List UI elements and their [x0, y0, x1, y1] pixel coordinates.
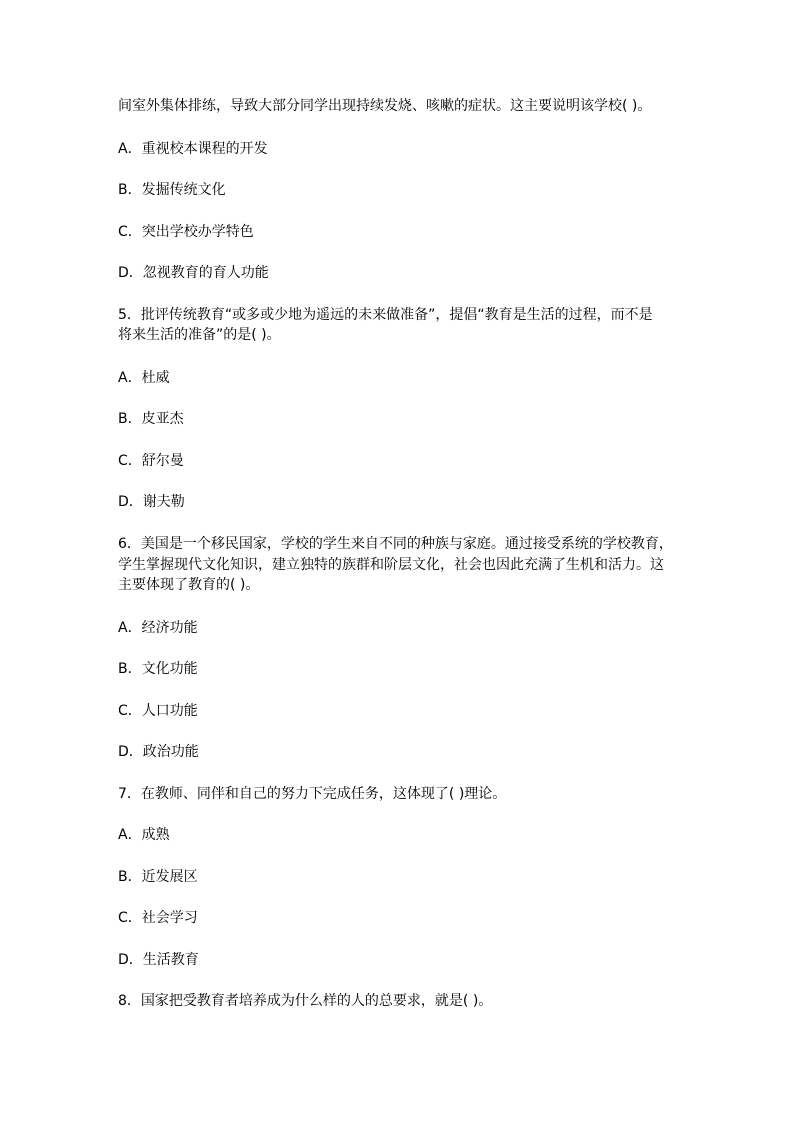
question-5-stem-line-1: 5．批评传统教育“或多或少地为遥远的未来做准备”，提倡“教育是生活的过程，而不是: [118, 307, 653, 323]
question-5-stem-line-2: 将来生活的准备”的是( )。: [118, 327, 281, 343]
question-7-option-d: D．生活教育: [118, 952, 199, 968]
question-6-stem-line-2: 学生掌握现代文化知识，建立独特的族群和阶层文化，社会也因此充满了生机和活力。这: [118, 557, 664, 573]
question-4-option-c: C．突出学校办学特色: [118, 224, 254, 240]
question-7-option-a: A．成熟: [118, 827, 170, 843]
question-6-stem-line-1: 6．美国是一个移民国家，学校的学生来自不同的种族与家庭。通过接受系统的学校教育，: [118, 536, 673, 552]
question-5-option-b: B．皮亚杰: [118, 411, 184, 427]
question-8-stem: 8．国家把受教育者培养成为什么样的人的总要求，就是( )。: [118, 993, 493, 1009]
question-5-option-d: D．谢夫勒: [118, 494, 185, 510]
question-4-stem-continued: 间室外集体排练，导致大部分同学出现持续发烧、咳嗽的症状。这主要说明该学校( )。: [118, 98, 652, 114]
question-7-stem: 7．在教师、同伴和自己的努力下完成任务，这体现了( )理论。: [118, 786, 507, 802]
question-4-option-b: B．发掘传统文化: [118, 182, 226, 198]
question-6-option-d: D．政治功能: [118, 744, 199, 760]
question-6-option-c: C．人口功能: [118, 703, 198, 719]
question-4-option-a: A．重视校本课程的开发: [118, 141, 268, 157]
question-5-option-c: C．舒尔曼: [118, 453, 184, 469]
question-6-stem-line-3: 主要体现了教育的( )。: [118, 577, 260, 593]
question-4-option-d: D．忽视教育的育人功能: [118, 265, 269, 281]
question-5-option-a: A．杜威: [118, 370, 170, 386]
question-6-option-a: A．经济功能: [118, 620, 198, 636]
question-6-option-b: B．文化功能: [118, 661, 198, 677]
question-7-option-c: C．社会学习: [118, 910, 198, 926]
question-7-option-b: B．近发展区: [118, 869, 198, 885]
